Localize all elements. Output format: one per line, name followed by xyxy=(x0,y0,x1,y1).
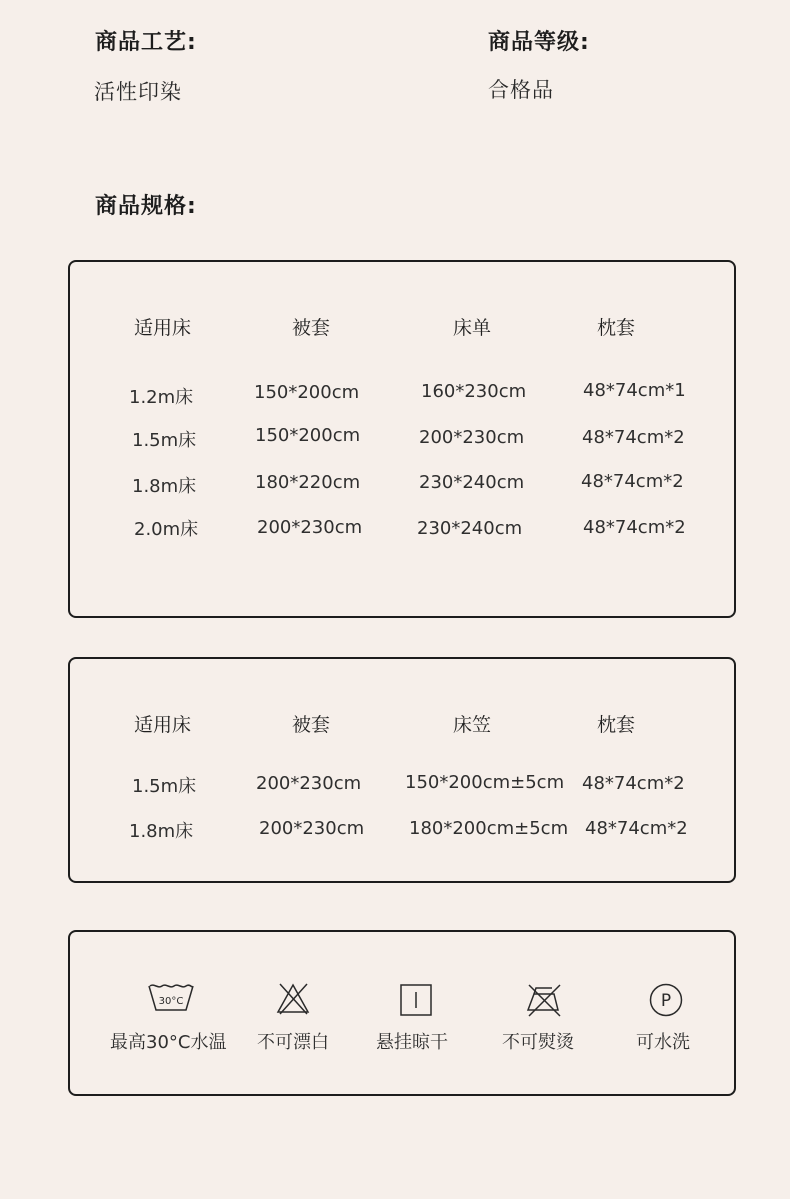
p-letter-text: P xyxy=(660,991,672,1011)
table-cell: 200*230cm xyxy=(256,773,362,794)
care-label-dry: 悬挂晾干 xyxy=(376,1032,448,1053)
no-iron-icon xyxy=(524,982,564,1018)
table-cell: 48*74cm*1 xyxy=(583,380,686,401)
care-label-washable: 可水洗 xyxy=(636,1032,690,1053)
wash-30-icon xyxy=(148,982,194,1014)
table-cell: 1.5m床 xyxy=(132,430,197,451)
table-cell: 200*230cm xyxy=(259,818,365,839)
spec-label: 商品规格: xyxy=(95,194,197,219)
table-cell: 48*74cm*2 xyxy=(582,773,685,794)
table-cell: 1.8m床 xyxy=(132,476,197,497)
table1-header-pillow: 枕套 xyxy=(597,317,636,339)
table2-header-bed: 适用床 xyxy=(134,714,192,736)
table-cell: 150*200cm±5cm xyxy=(405,772,565,793)
table2-header-pillow: 枕套 xyxy=(597,714,636,736)
table-cell: 48*74cm*2 xyxy=(583,517,686,538)
table-cell: 48*74cm*2 xyxy=(585,818,688,839)
table-cell: 1.5m床 xyxy=(132,776,197,797)
table-cell: 180*200cm±5cm xyxy=(409,818,569,839)
spec-table-2 xyxy=(68,657,736,883)
hang-dry-icon xyxy=(399,983,433,1017)
table-cell: 48*74cm*2 xyxy=(581,471,684,492)
table1-header-sheet: 床单 xyxy=(453,317,492,339)
table-cell: 150*200cm xyxy=(255,425,361,446)
table-cell: 200*230cm xyxy=(257,517,363,538)
table-cell: 1.8m床 xyxy=(129,821,194,842)
table-cell: 160*230cm xyxy=(421,381,527,402)
table2-header-fitted-sheet: 床笠 xyxy=(453,714,492,736)
table-cell: 200*230cm xyxy=(419,427,525,448)
table-cell: 150*200cm xyxy=(254,382,360,403)
craft-value: 活性印染 xyxy=(94,80,182,104)
table-cell: 1.2m床 xyxy=(129,387,194,408)
table-cell: 48*74cm*2 xyxy=(582,427,685,448)
grade-label: 商品等级: xyxy=(488,30,590,55)
table-cell: 180*220cm xyxy=(255,472,361,493)
table-cell: 230*240cm xyxy=(419,472,525,493)
grade-value: 合格品 xyxy=(488,78,554,102)
care-instructions-box xyxy=(68,930,736,1096)
wash-temp-text: 30°C xyxy=(158,996,184,1007)
table2-header-duvet: 被套 xyxy=(292,714,331,736)
craft-label: 商品工艺: xyxy=(95,30,197,55)
dry-clean-p-icon xyxy=(648,982,684,1018)
table1-header-duvet: 被套 xyxy=(292,317,331,339)
table-cell: 230*240cm xyxy=(417,518,523,539)
table1-header-bed: 适用床 xyxy=(134,317,192,339)
no-bleach-icon xyxy=(276,982,310,1016)
spec-table-1 xyxy=(68,260,736,618)
care-label-wash: 最高30°C水温 xyxy=(110,1032,227,1053)
care-label-bleach: 不可漂白 xyxy=(257,1032,329,1053)
care-label-iron: 不可熨烫 xyxy=(502,1032,574,1053)
table-cell: 2.0m床 xyxy=(134,519,199,540)
